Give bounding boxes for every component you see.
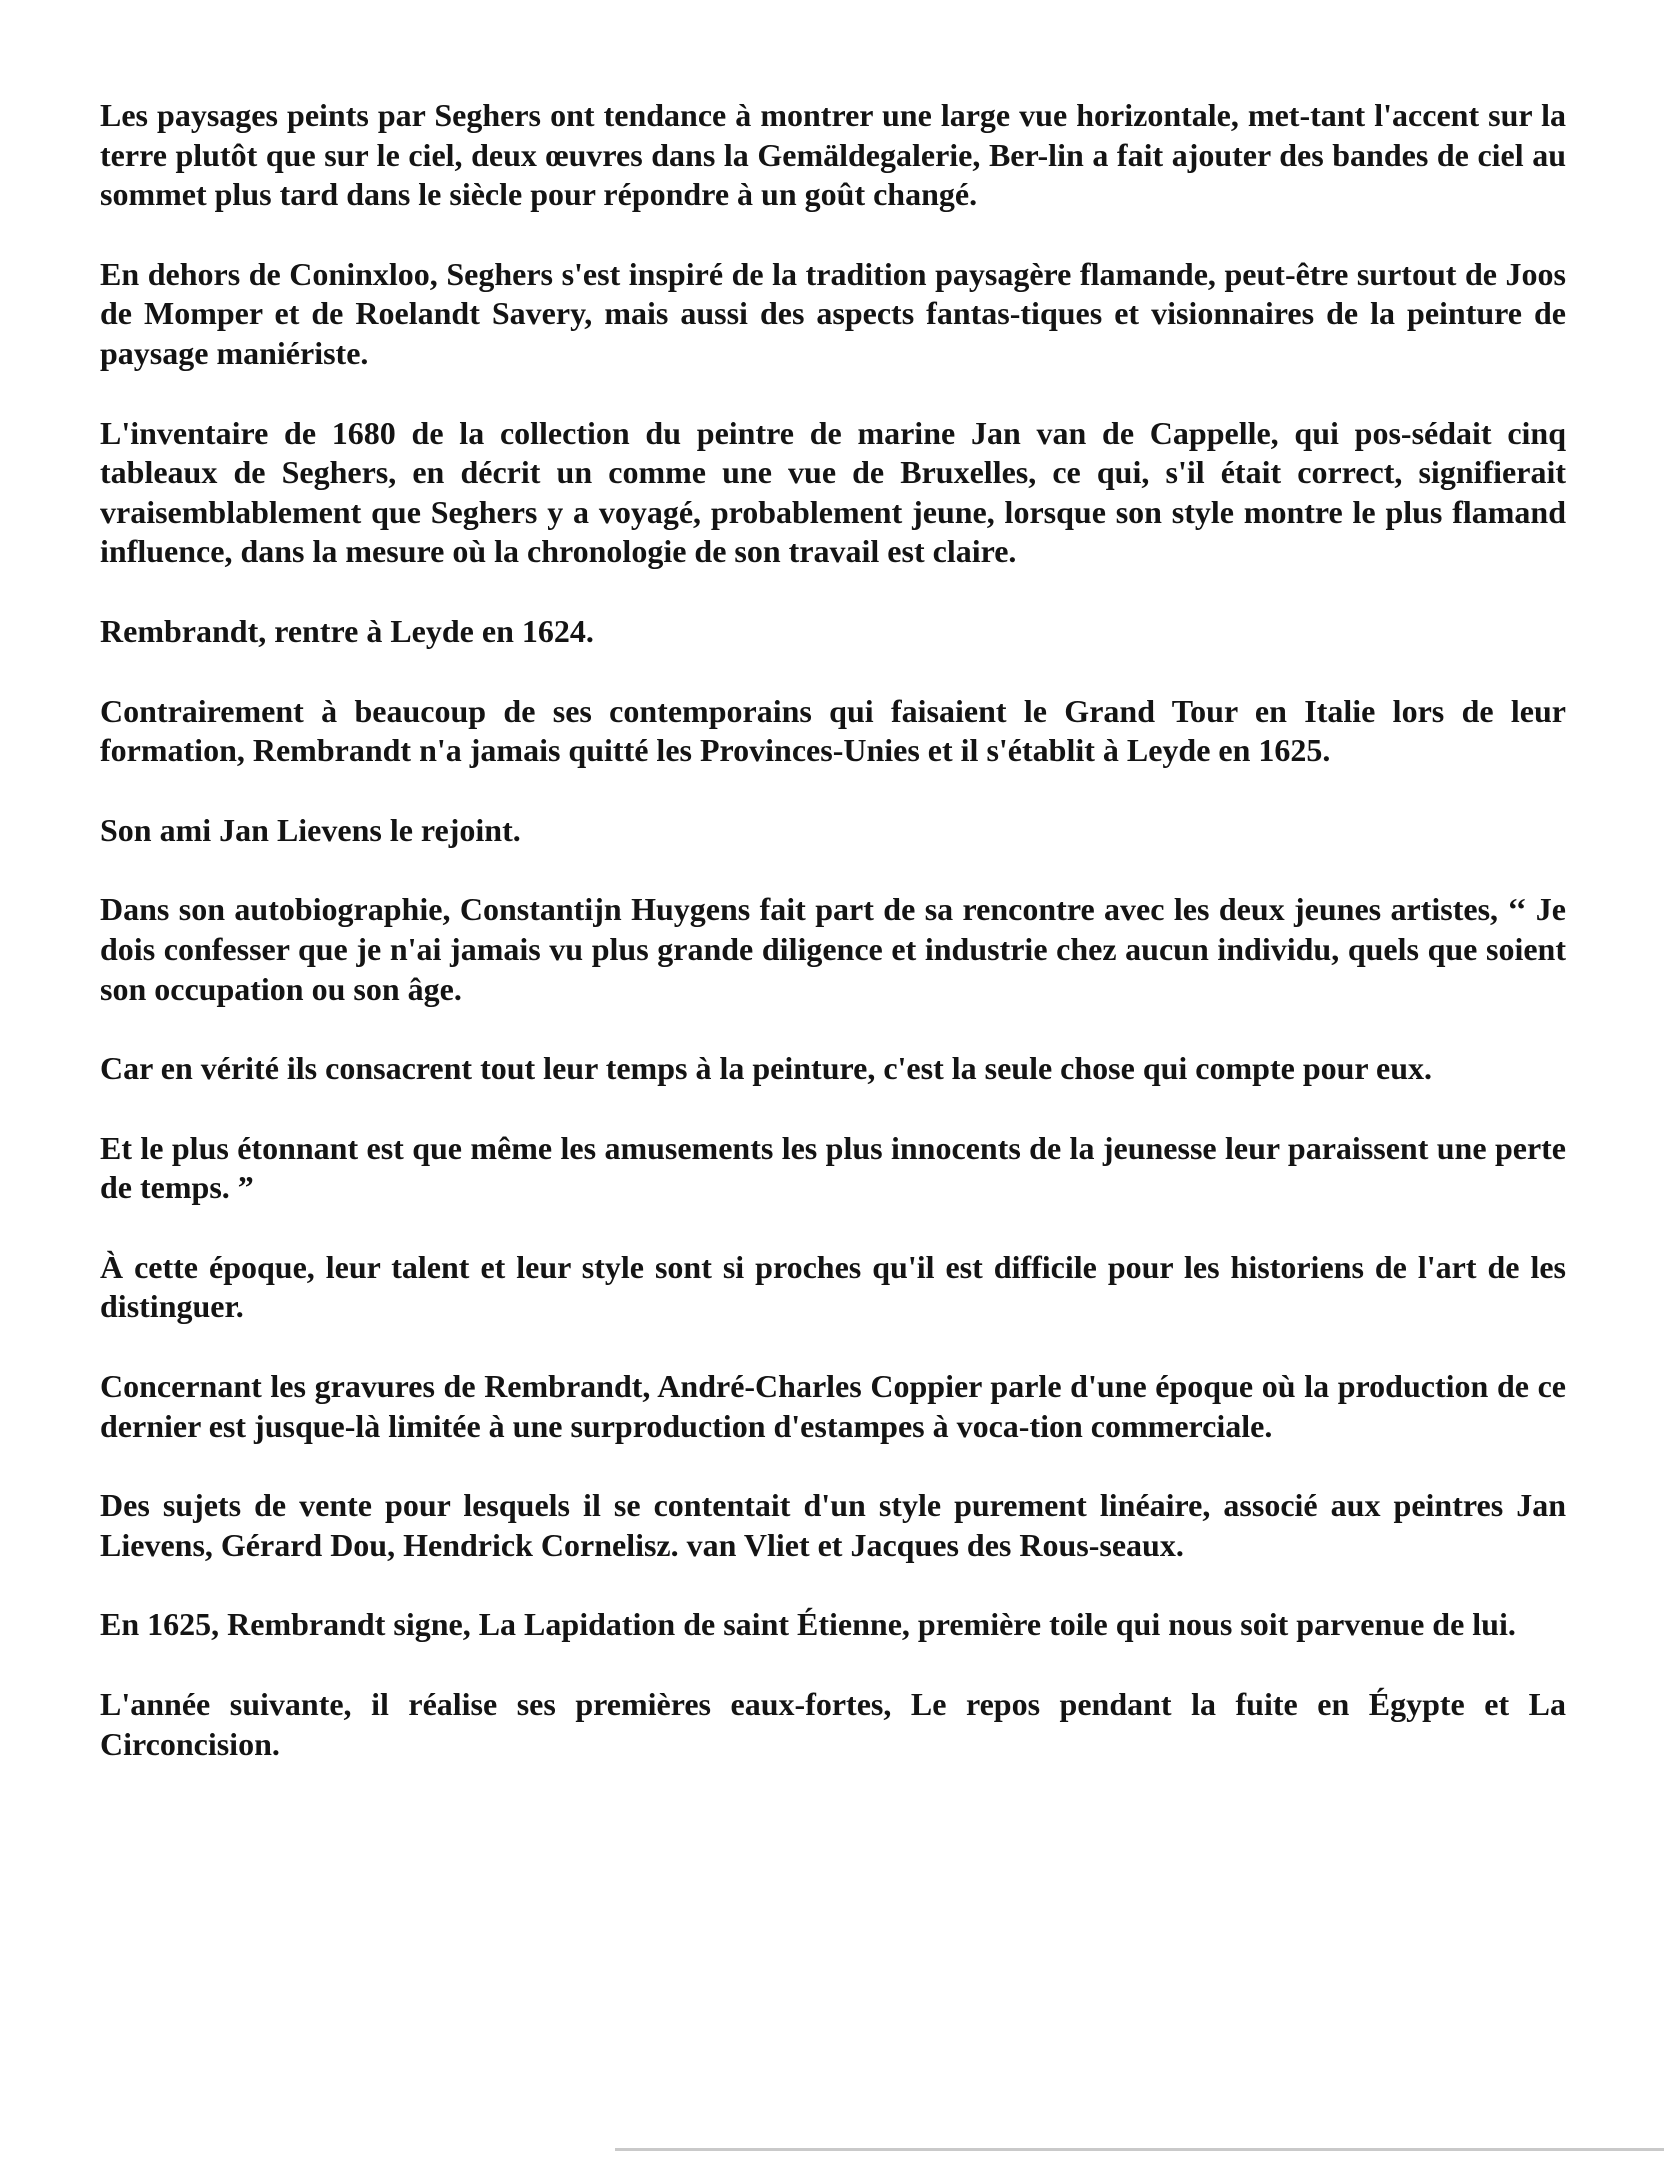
paragraph-5: Contrairement à beaucoup de ses contemporains qui faisaient le Grand Tour en Italie lors de leur formation, Rembrandt n'a jamais quitté les Provinces-Unies et il s'établit à Leyde en 1625. xyxy=(100,692,1566,769)
paragraph-10: À cette époque, leur talent et leur style sont si proches qu'il est difficile pour les historiens de l'art de les distinguer. xyxy=(100,1248,1566,1325)
scan-edge-divider xyxy=(615,2148,1664,2151)
paragraph-14: L'année suivante, il réalise ses premières eaux-fortes, Le repos pendant la fuite en Égypte et La Circoncision. xyxy=(100,1686,1566,1762)
paragraph-9: Et le plus étonnant est que même les amusements les plus innocents de la jeunesse leur paraissent une perte de temps. ” xyxy=(100,1129,1566,1206)
paragraph-8: Car en vérité ils consacrent tout leur temps à la peinture, c'est la seule chose qui compte pour eux. xyxy=(100,1050,1433,1087)
paragraph-12: Des sujets de vente pour lesquels il se contentait d'un style purement linéaire, associé aux peintres Jan Lievens, Gérard Dou, Hendrick Cornelisz. van Vliet et Jacques des Rous-seaux. xyxy=(100,1487,1566,1563)
paragraph-13: En 1625, Rembrandt signe, La Lapidation de saint Étienne, première toile qui nous soit parvenue de lui. xyxy=(100,1606,1516,1643)
paragraph-2: En dehors de Coninxloo, Seghers s'est inspiré de la tradition paysagère flamande, peut-être surtout de Joos de Momper et de Roelandt Savery, mais aussi des aspects fantas-tiques et visionnaires de la peinture de paysage maniériste. xyxy=(100,255,1566,371)
paragraph-4: Rembrandt, rentre à Leyde en 1624. xyxy=(100,612,594,649)
document-page xyxy=(100,96,1566,1764)
paragraph-11: Concernant les gravures de Rembrandt, André-Charles Coppier parle d'une époque où la production de ce dernier est jusque-là limitée à une surproduction d'estampes à voca-tion commerciale. xyxy=(100,1368,1566,1444)
paragraph-7: Dans son autobiographie, Constantijn Huygens fait part de sa rencontre avec les deux jeunes artistes, ‘‘ Je dois confesser que je n'ai jamais vu plus grande diligence et industrie chez aucun individu, quels que soient son occupation ou son âge. xyxy=(100,891,1566,1007)
paragraph-1: Les paysages peints par Seghers ont tendance à montrer une large vue horizontale, met-tant l'accent sur la terre plutôt que sur le ciel, deux œuvres dans la Gemäldegalerie, Ber-lin a fait ajouter des bandes de ciel au sommet plus tard dans le siècle pour répondre à un goût changé. xyxy=(100,97,1566,213)
paragraph-6: Son ami Jan Lievens le rejoint. xyxy=(100,811,521,848)
paragraph-3: L'inventaire de 1680 de la collection du peintre de marine Jan van de Cappelle, qui pos-sédait cinq tableaux de Seghers, en décrit un comme une vue de Bruxelles, ce qui, s'il était correct, signifierait vraisemblablement que Seghers y a voyagé, probablement jeune, lorsque son style montre le plus flamand influence, dans la mesure où la chronologie de son travail est claire. xyxy=(100,414,1566,570)
